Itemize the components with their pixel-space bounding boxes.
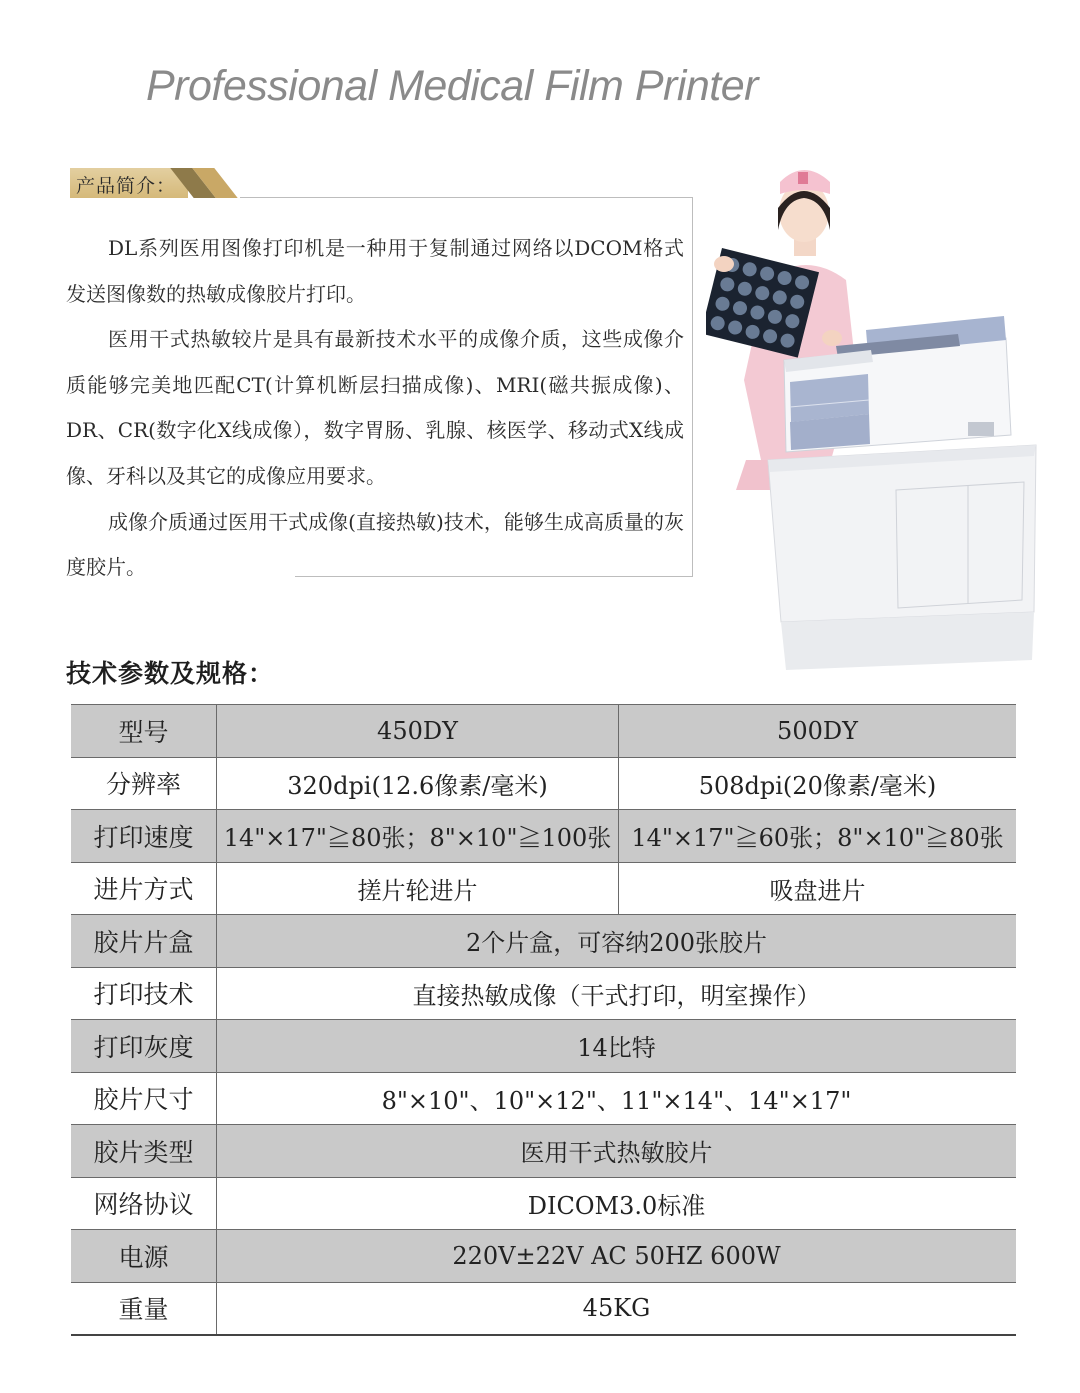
spec-value: 220V±22V AC 50HZ 600W (217, 1230, 1017, 1283)
intro-tag (70, 168, 220, 198)
intro-paragraph: 成像介质通过医用干式成像(直接热敏)技术，能够生成高质量的灰度胶片。 (66, 509, 684, 580)
spec-label: 胶片片盒 (71, 915, 217, 968)
spec-value: 320dpi(12.6像素/毫米) (217, 757, 619, 810)
intro-text (66, 226, 684, 591)
spec-value: 直接热敏成像（干式打印，明室操作） (217, 967, 1017, 1020)
table-row (71, 915, 1016, 968)
table-row (71, 810, 1016, 863)
spec-value: 508dpi(20像素/毫米) (619, 757, 1017, 810)
page-title: Professional Medical Film Printer (146, 62, 758, 110)
spec-label: 打印灰度 (71, 1020, 217, 1073)
spec-table (71, 704, 1016, 1336)
spec-label: 胶片类型 (71, 1125, 217, 1178)
table-row (71, 1282, 1016, 1335)
table-row (71, 757, 1016, 810)
table-row (71, 862, 1016, 915)
table-row (71, 967, 1016, 1020)
nurse-printer-illustration (706, 160, 1046, 670)
spec-label: 重量 (71, 1282, 217, 1335)
spec-label: 电源 (71, 1230, 217, 1283)
spec-value: 14比特 (217, 1020, 1017, 1073)
table-row (71, 705, 1016, 758)
intro-tag-label: 产品简介： (76, 175, 177, 197)
spec-label: 进片方式 (71, 862, 217, 915)
table-row (71, 1177, 1016, 1230)
spec-heading: 技术参数及规格： (66, 659, 275, 688)
spec-value: 500DY (619, 705, 1017, 758)
spec-value: 8"×10"、10"×12"、11"×14"、14"×17" (217, 1072, 1017, 1125)
spec-value: DICOM3.0标准 (217, 1177, 1017, 1230)
spec-label: 网络协议 (71, 1177, 217, 1230)
table-row (71, 1230, 1016, 1283)
table-row (71, 1020, 1016, 1073)
intro-frame-top (240, 197, 692, 198)
spec-label: 打印技术 (71, 967, 217, 1020)
spec-label: 打印速度 (71, 810, 217, 863)
spec-label: 型号 (71, 705, 217, 758)
spec-value: 吸盘进片 (619, 862, 1017, 915)
intro-frame-right (692, 197, 693, 577)
spec-value: 医用干式热敏胶片 (217, 1125, 1017, 1178)
intro-paragraph: 医用干式热敏较片是具有最新技术水平的成像介质，这些成像介质能够完美地匹配CT(计算机断层扫描成像)、MRI(磁共振成像)、DR、CR(数字化X线成像），数字胃肠、乳腺、核医学、移动式X线成像、牙科以及其它的成像应用要求。 (66, 327, 684, 488)
spec-value: 14"×17"≧60张；8"×10"≧80张 (619, 810, 1017, 863)
intro-paragraph: DL系列医用图像打印机是一种用于复制通过网络以DCOM格式发送图像数的热敏成像胶片打印。 (66, 236, 684, 306)
spec-value: 450DY (217, 705, 619, 758)
table-row (71, 1072, 1016, 1125)
spec-value: 搓片轮进片 (217, 862, 619, 915)
spec-value: 2个片盒，可容纳200张胶片 (217, 915, 1017, 968)
table-row (71, 1125, 1016, 1178)
spec-label: 胶片尺寸 (71, 1072, 217, 1125)
spec-label: 分辨率 (71, 757, 217, 810)
spec-value: 14"×17"≧80张；8"×10"≧100张 (217, 810, 619, 863)
spec-value: 45KG (217, 1282, 1017, 1335)
